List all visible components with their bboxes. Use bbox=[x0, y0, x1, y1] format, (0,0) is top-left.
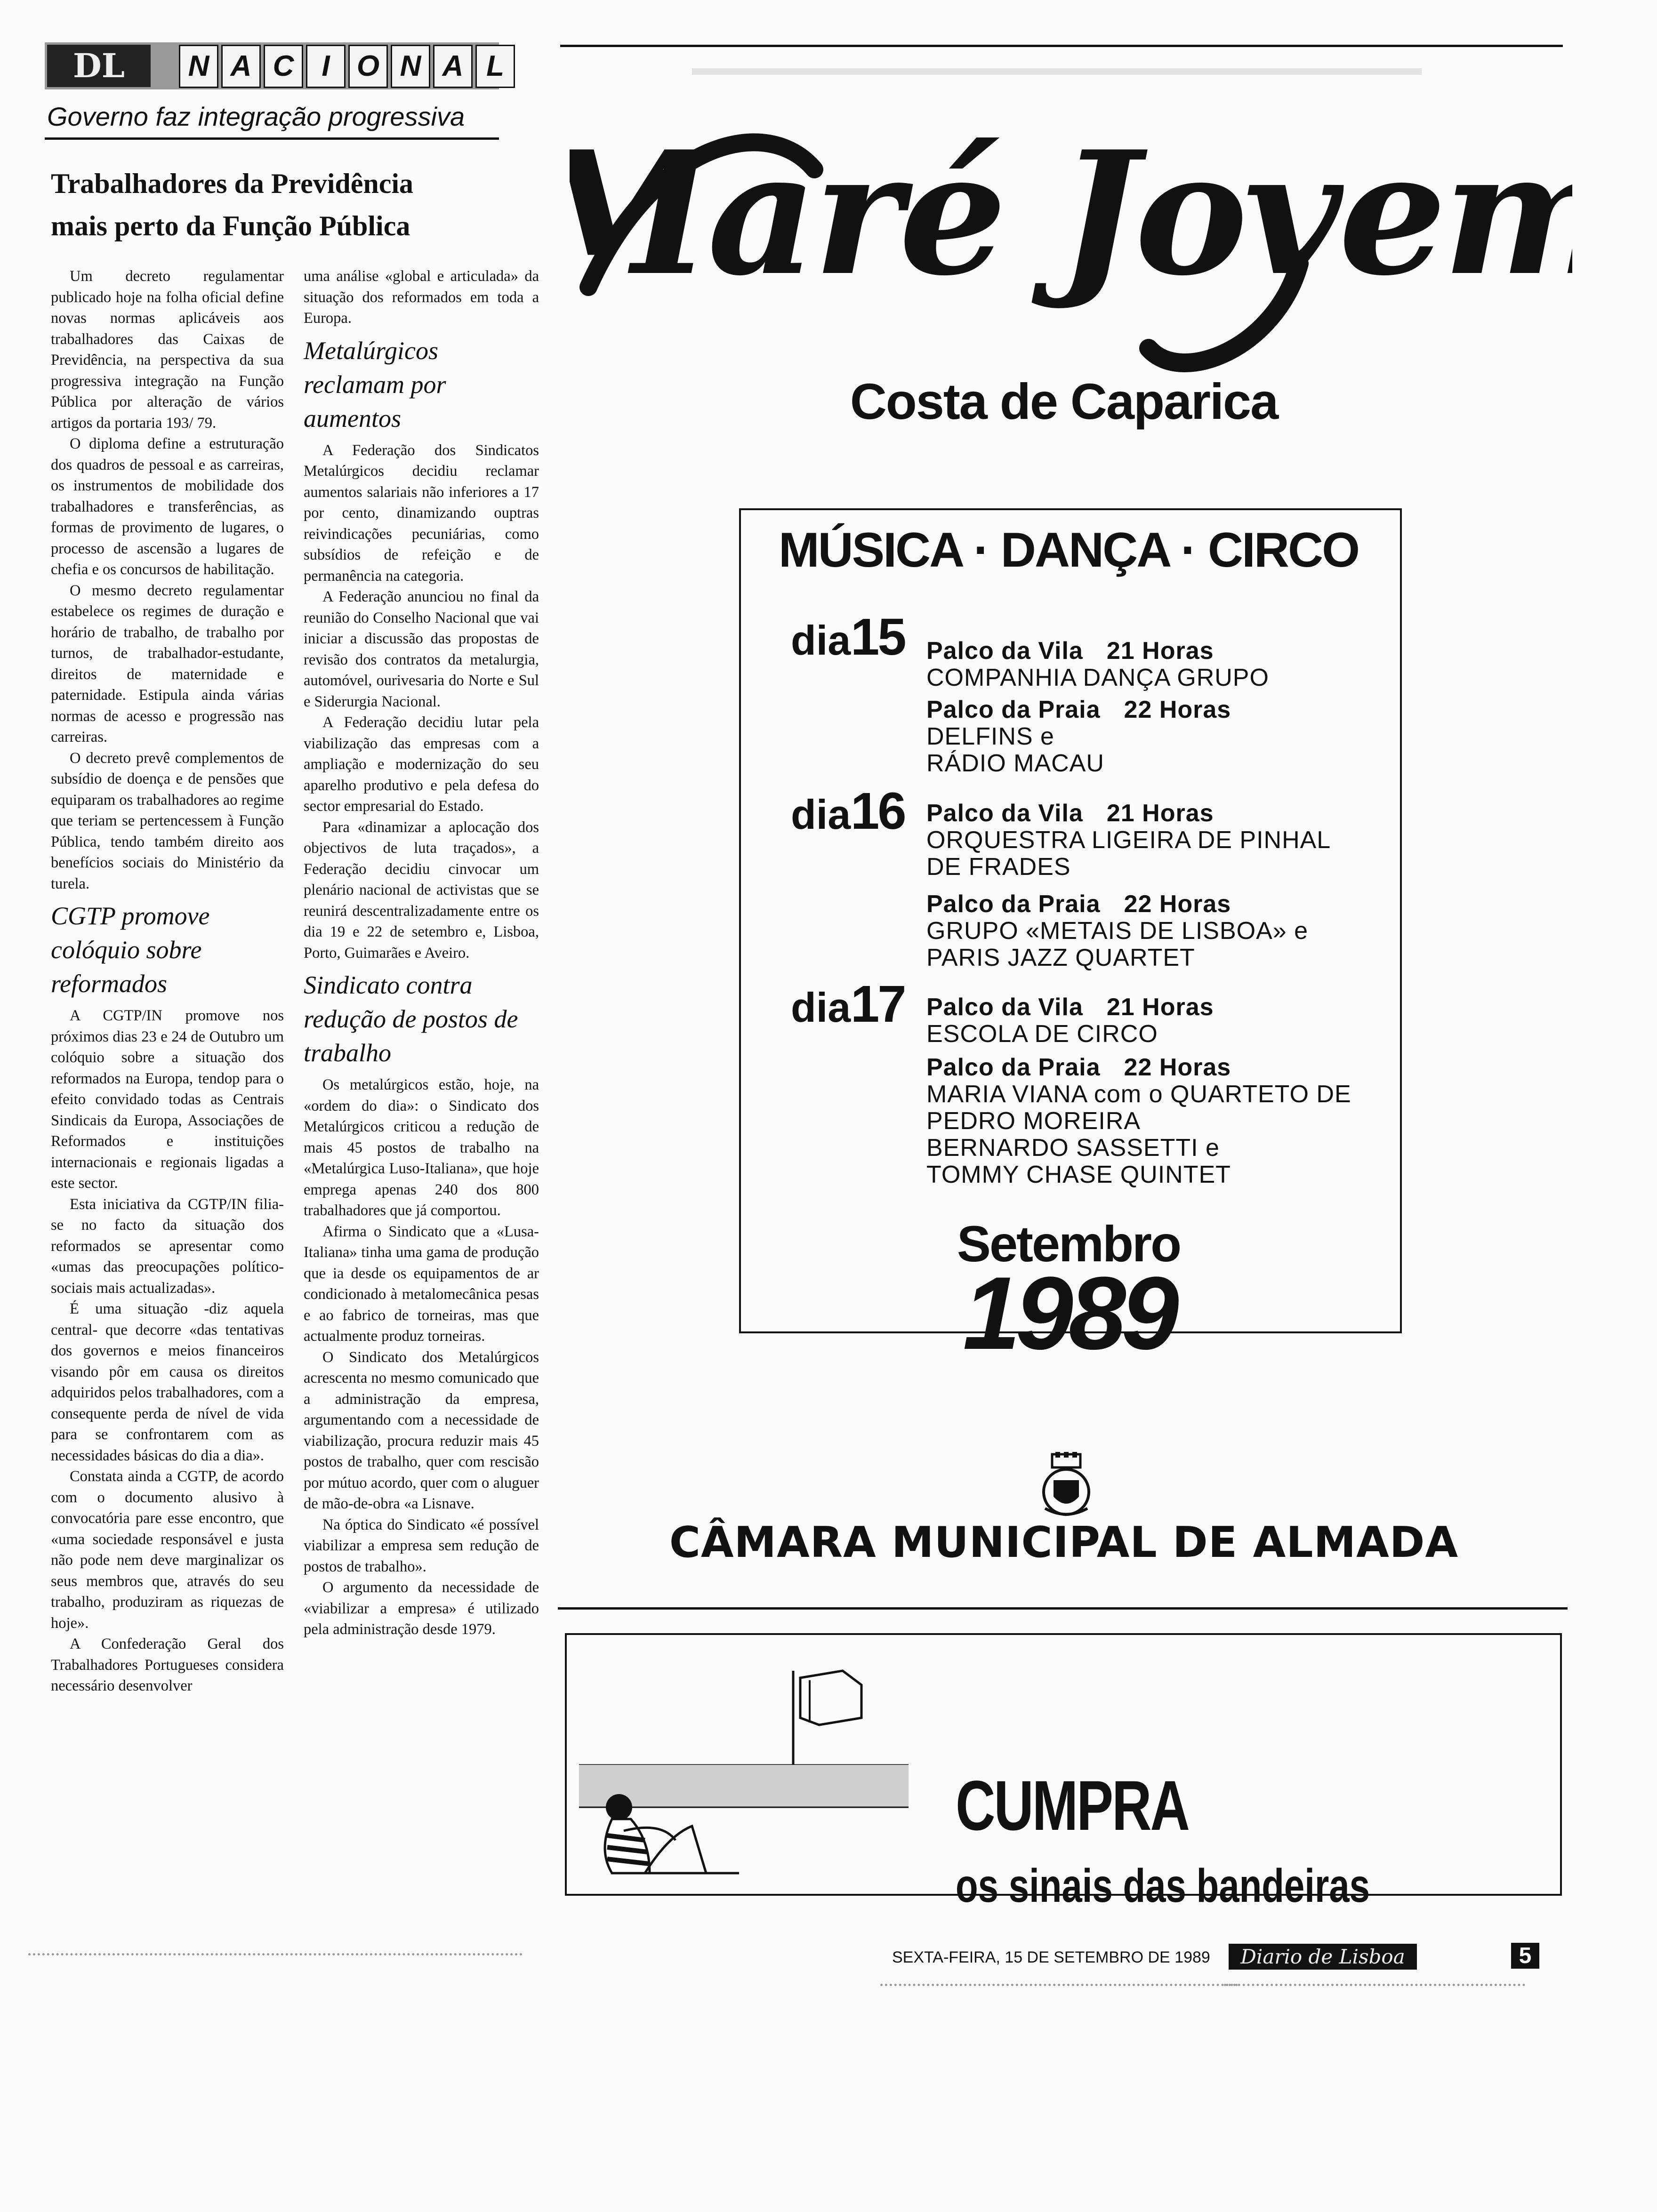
day-word: dia bbox=[791, 791, 851, 838]
ad-top-rule bbox=[560, 45, 1563, 47]
paragraph: Afirma o Sindicato que a «Lusa-Italiana» tinha uma gama de produção que ia desde os equipamentos de ar condicionado à metalomecânica pesas e ao fabrico de torneiras, mas que actualmente produz torneiras. bbox=[304, 1223, 539, 1345]
beach-illustration bbox=[579, 1652, 909, 1883]
event-block bbox=[926, 1054, 1351, 1188]
venue-name: Palco da Praia bbox=[926, 890, 1101, 918]
section-letter: N bbox=[179, 45, 218, 88]
day-number: 17 bbox=[851, 975, 905, 1033]
paragraph: A Confederação Geral dos Trabalhadores Portugueses considera necessário desenvolver bbox=[51, 1635, 284, 1694]
article-column-2 bbox=[304, 266, 539, 1640]
festival-location: Costa de Caparica bbox=[850, 373, 1278, 430]
section-letter: I bbox=[306, 45, 346, 88]
festival-month: Setembro bbox=[957, 1215, 1181, 1272]
paragraph: O decreto prevê complementos de subsídio de doença e de pensões que equiparam os trabalhadores ao regime que teriam se pertencessem à Função Pública, tendo também direito aos benefícios sociais do Ministério da turela. bbox=[51, 749, 284, 892]
banner-tagline: os sinais das bandeiras bbox=[956, 1859, 1370, 1912]
article-column-1 bbox=[51, 266, 284, 1697]
issue-date: SEXTA-FEIRA, 15 DE SETEMBRO DE 1989 bbox=[892, 1948, 1210, 1966]
day-word: dia bbox=[791, 617, 851, 664]
event-act: ORQUESTRA LIGEIRA DE PINHAL bbox=[926, 826, 1331, 854]
paragraph: O Sindicato dos Metalúrgicos acrescenta no mesmo comunicado que a administração da empresa, argumentando com a necessidade de viabilização, procura reduzir mais 45 postos de trabalho, quer com rescisão por mútuo acordo, quer com o aluguer de mão-de-obra «a Lisnave. bbox=[304, 1348, 539, 1512]
venue-name: Palco da Praia bbox=[926, 696, 1101, 723]
event-venue bbox=[926, 1054, 1351, 1081]
section-letter: C bbox=[264, 45, 303, 88]
divider bbox=[45, 137, 499, 140]
venue-name: Palco da Praia bbox=[926, 1054, 1101, 1081]
event-venue bbox=[926, 994, 1214, 1021]
paragraph: A CGTP/IN promove nos próximos dias 23 e 24 de Outubro um colóquio sobre a situação dos reformados na Europa, tendop para o efeito convidado todas as Centrais Sindicais da Europa, Associações de Reformados e instituições internacionais e regionais ligadas a este sector. bbox=[51, 1007, 284, 1192]
section-letter: L bbox=[475, 45, 515, 88]
event-time: 22 Horas bbox=[1124, 696, 1231, 723]
article-headline bbox=[51, 162, 475, 247]
day-number: 16 bbox=[851, 782, 905, 840]
program-title: MÚSICA · DANÇA · CIRCO bbox=[779, 523, 1359, 577]
venue-name: Palco da Vila bbox=[926, 994, 1083, 1021]
event-act: DELFINS e bbox=[926, 723, 1054, 750]
festival-logo-art bbox=[570, 85, 1572, 386]
festival-logo-text: Maré Jovem bbox=[570, 114, 1572, 313]
event-act: PEDRO MOREIRA bbox=[926, 1107, 1141, 1135]
subheading: Sindicato contra redução de postos de trabalho bbox=[304, 971, 518, 1067]
day-number: 15 bbox=[851, 608, 905, 666]
sponsor-name: CÂMARA MUNICIPAL DE ALMADA bbox=[669, 1518, 1459, 1567]
venue-name: Palco da Vila bbox=[926, 800, 1083, 827]
paragraph: Constata ainda a CGTP, de acordo com o documento alusivo à convocatória pare esse encontro, que «uma sociedade responsável e justa não pode nem deve marginalizar os seus membros que, através do seu trabalho, produziram as riquezas de hoje». bbox=[51, 1468, 284, 1632]
paragraph: O argumento da necessidade de «viabilizar a empresa» é utilizado pela administração desde 1979. bbox=[304, 1579, 539, 1638]
divider bbox=[558, 1607, 1568, 1610]
event-time: 21 Horas bbox=[1106, 994, 1214, 1021]
day-label bbox=[791, 607, 905, 667]
paragraph: O mesmo decreto regulamentar estabelece os regimes de duração e horário de trabalho, de trabalho por turnos, de trabalhador-estudante, direitos de maternidade e paternidade. Estipula ainda várias normas de acesso e progressão nas carreiras. bbox=[51, 582, 284, 745]
section-letter: N bbox=[391, 45, 430, 88]
divider bbox=[1224, 1984, 1525, 1988]
paragraph: A Federação anunciou no final da reunião do Conselho Nacional que vai iniciar a discussão das propostas de revisão dos contratos da metalurgia, automóvel, ourivesaria do Norte e Sul e Siderurgia Nacional. bbox=[304, 588, 539, 710]
event-block bbox=[926, 891, 1308, 971]
event-time: 22 Horas bbox=[1124, 890, 1231, 918]
event-act: ESCOLA DE CIRCO bbox=[926, 1020, 1158, 1048]
event-act: COMPANHIA DANÇA GRUPO bbox=[926, 664, 1269, 691]
banner-headline: CUMPRA bbox=[956, 1766, 1189, 1845]
section-title bbox=[179, 45, 515, 87]
paragraph: Os metalúrgicos estão, hoje, na «ordem do dia»: o Sindicato dos Metalúrgicos criticou a redução de mais 45 postos de trabalho na «Metalúrgica Luso-Italiana», que hoje emprega apenas 240 dos 800 trabalhadores que já comportou. bbox=[304, 1076, 539, 1219]
divider bbox=[28, 1953, 523, 1957]
paragraph: É uma situação -diz aquela central- que decorre «das tentativas dos governos e meios financeiros visando pôr em causa os direitos adquiridos pelos trabalhadores, com a consequente perda de nível de vida para se confrontarem com as necessidades básicas do dia a dia». bbox=[51, 1300, 284, 1464]
ad-top-band bbox=[692, 68, 1422, 75]
day-word: dia bbox=[791, 984, 851, 1031]
paragraph: uma análise «global e articulada» da situação dos reformados em toda a Europa. bbox=[304, 268, 539, 327]
event-venue bbox=[926, 697, 1231, 723]
event-act: DE FRADES bbox=[926, 853, 1071, 881]
headline-line: Trabalhadores da Previdência bbox=[51, 168, 414, 199]
day-label bbox=[791, 974, 905, 1034]
event-time: 22 Horas bbox=[1124, 1054, 1231, 1081]
divider bbox=[880, 1984, 1238, 1988]
newspaper-name: Diario de Lisboa bbox=[1229, 1944, 1417, 1970]
paragraph: Esta iniciativa da CGTP/IN filia-se no facto da situação dos reformados se apresentar como «umas das preocupações político-sociais mais actualizadas». bbox=[51, 1195, 284, 1297]
paragraph: A Federação dos Sindicatos Metalúrgicos decidiu reclamar aumentos salariais não inferiores a 17 por cento, dinamizando ouptras reivindicações pecuniárias, como subsídios de refeição e de permanência na categoria. bbox=[304, 441, 539, 585]
day-label bbox=[791, 781, 905, 841]
event-act: RÁDIO MACAU bbox=[926, 750, 1104, 777]
event-act: GRUPO «METAIS DE LISBOA» e bbox=[926, 917, 1309, 945]
municipal-crest-icon bbox=[1036, 1452, 1097, 1518]
event-block bbox=[926, 800, 1331, 881]
section-letter: A bbox=[221, 45, 261, 88]
festival-year: 1989 bbox=[963, 1255, 1174, 1371]
event-act: TOMMY CHASE QUINTET bbox=[926, 1161, 1231, 1188]
kicker: Governo faz integração progressiva bbox=[47, 102, 465, 131]
event-block bbox=[926, 994, 1214, 1048]
event-block bbox=[926, 638, 1269, 691]
event-time: 21 Horas bbox=[1106, 637, 1214, 665]
festival-logo bbox=[570, 85, 1572, 386]
event-venue bbox=[926, 638, 1269, 665]
venue-name: Palco da Vila bbox=[926, 637, 1083, 665]
paragraph: O diploma define a estruturação dos quadros de pessoal e as carreiras, os instrumentos de mobilidade dos trabalhadores e transferências, as formas de provimento de lugares, o processo de ascensão a lugares de chefia e os concursos de habilitação. bbox=[51, 435, 284, 578]
event-block bbox=[926, 697, 1231, 777]
paragraph: Na óptica do Sindicato «é possível viabilizar a empresa sem redução de postos de trabalho». bbox=[304, 1516, 539, 1575]
paragraph: Um decreto regulamentar publicado hoje na folha oficial define novas normas aplicáveis aos trabalhadores das Caixas de Previdência, na perspectiva da sua progressiva integração na Função Pública por alteração de vários artigos da portaria 193/ 79. bbox=[51, 268, 284, 432]
event-venue bbox=[926, 800, 1331, 827]
subheading: Metalúrgicos reclamam por aumentos bbox=[304, 336, 446, 433]
section-letter: A bbox=[433, 45, 473, 88]
event-venue bbox=[926, 891, 1308, 918]
event-act: BERNARDO SASSETTI e bbox=[926, 1134, 1220, 1162]
subheading: CGTP promove colóquio sobre reformados bbox=[51, 902, 210, 998]
section-letter: O bbox=[348, 45, 388, 88]
page-number: 5 bbox=[1511, 1943, 1539, 1969]
event-time: 21 Horas bbox=[1106, 800, 1214, 827]
newspaper-logo: DL bbox=[47, 45, 151, 87]
paragraph: A Federação decidiu lutar pela viabilização das empresas com a ampliação e modernização do seu aparelho produtivo e pela defesa do sector empresarial do Estado. bbox=[304, 714, 539, 815]
event-act: PARIS JAZZ QUARTET bbox=[926, 944, 1195, 971]
paragraph: Para «dinamizar a aplocação dos objectivos de luta traçados», a Federação decidiu cinvocar um plenário nacional de activistas que se reunirá descentralizadamente entre os dia 19 e 22 de setembro e, Lisboa, Porto, Guimarães e Aveiro. bbox=[304, 818, 539, 962]
headline-line: mais perto da Função Pública bbox=[51, 210, 410, 241]
event-act: MARIA VIANA com o QUARTETO DE bbox=[926, 1081, 1351, 1108]
